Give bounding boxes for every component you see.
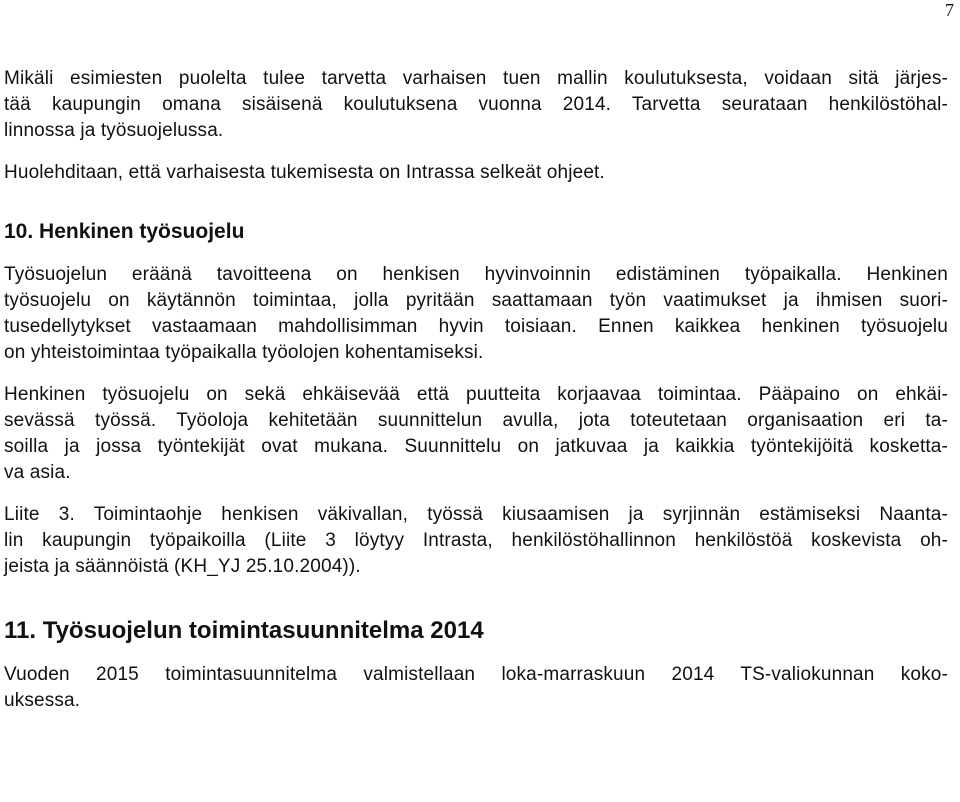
- section-10-paragraph-3: [4, 502, 948, 580]
- section-10-paragraph-1: [4, 262, 948, 366]
- text-line: lin kaupungin työpaikoilla (Liite 3 löytyy Intrasta, henkilöstöhallinnon henkilöstöä koskevista oh-: [4, 530, 948, 551]
- spacer: [4, 144, 948, 160]
- section-10-paragraph-2: [4, 382, 948, 486]
- intro-paragraph: [4, 66, 948, 144]
- text-line: linnossa ja työsuojelussa.: [4, 120, 224, 141]
- intro-note: Huolehditaan, että varhaisesta tukemisesta on Intrassa selkeät ohjeet.: [4, 162, 605, 183]
- text-line: jeista ja säännöistä (KH_YJ 25.10.2004)).: [4, 556, 361, 577]
- section-10-heading: 10. Henkinen työsuojelu: [4, 220, 245, 243]
- spacer: [4, 646, 948, 662]
- page-number: 7: [945, 0, 954, 20]
- spacer: [4, 186, 948, 208]
- text-line: tää kaupungin omana sisäisenä koulutuksena vuonna 2014. Tarvetta seurataan henkilöstöhal-: [4, 94, 948, 115]
- text-line: Työsuojelun eräänä tavoitteena on henkisen hyvinvoinnin edistäminen työpaikalla. Henkinen: [4, 264, 948, 285]
- spacer: [4, 246, 948, 262]
- text-line: va asia.: [4, 462, 71, 483]
- document-body: [4, 66, 948, 714]
- section-11-paragraph: [4, 662, 948, 714]
- section-11-heading: 11. Työsuojelun toimintasuunnitelma 2014: [4, 617, 484, 644]
- text-line: Liite 3. Toimintaohje henkisen väkivallan, työssä kiusaamisen ja syrjinnän estämiseksi Naanta-: [4, 504, 948, 525]
- spacer: [4, 208, 948, 218]
- text-line: sevässä työssä. Työoloja kehitetään suunnittelun avulla, jota toteutetaan organisaation eri ta-: [4, 410, 948, 431]
- text-line: Vuoden 2015 toimintasuunnitelma valmistellaan loka-marraskuun 2014 TS-valiokunnan koko-: [4, 664, 948, 685]
- text-line: uksessa.: [4, 690, 81, 711]
- text-line: tusedellytykset vastaamaan mahdollisimman hyvin toisiaan. Ennen kaikkea henkinen työsuojelu: [4, 316, 948, 337]
- text-line: on yhteistoimintaa työpaikalla työolojen kohentamiseksi.: [4, 342, 484, 363]
- text-line: työsuojelu on käytännön toimintaa, jolla pyritään saattamaan työn vaatimukset ja ihmisen suori-: [4, 290, 948, 311]
- text-line: soilla ja jossa työntekijät ovat mukana. Suunnittelu on jatkuvaa ja kaikkia työntekijöitä kosketta-: [4, 436, 948, 457]
- spacer: [4, 486, 948, 502]
- spacer: [4, 580, 948, 602]
- text-line: Mikäli esimiesten puolelta tulee tarvetta varhaisen tuen mallin koulutuksesta, voidaan sitä järjes-: [4, 68, 948, 89]
- spacer: [4, 602, 948, 616]
- text-line: Henkinen työsuojelu on sekä ehkäisevää että puutteita korjaavaa toimintaa. Pääpaino on ehkäi-: [4, 384, 948, 405]
- spacer: [4, 366, 948, 382]
